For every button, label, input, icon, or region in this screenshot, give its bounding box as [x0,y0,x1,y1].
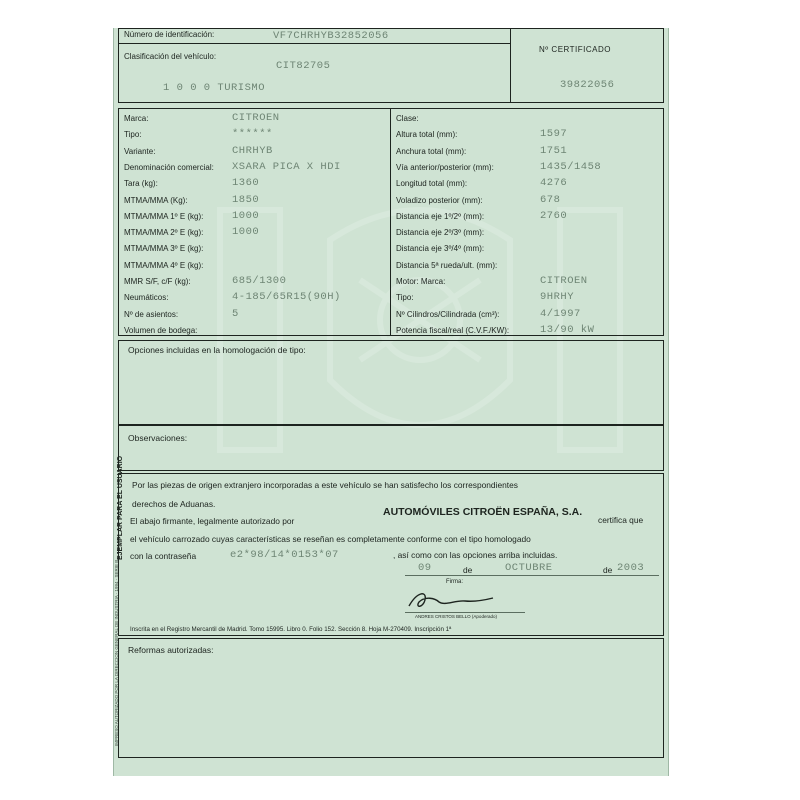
cert-label: Nº CERTIFICADO [539,45,611,54]
left-field-label: Neumáticos: [124,293,169,303]
right-field-label: Vía anterior/posterior (mm): [396,162,494,172]
declaration-line-5a: con la contraseña [130,551,197,561]
left-field-value: 685/1300 [232,275,287,287]
left-field-value: XSARA PICA X HDI [232,160,341,173]
right-field-value: 1597 [540,128,568,141]
left-field-label: MMR S/F, c/F (kg): [124,277,191,286]
right-field-value: 13/90 kW [540,323,595,336]
date-month: OCTUBRE [505,562,553,574]
class-value-1: CIT82705 [276,60,331,72]
date-de-2: de [603,565,613,575]
right-field-value: 9HRHY [540,291,575,304]
side-label: EJEMPLAR PARA EL USUARIO [117,455,124,560]
right-field-label: Distancia eje 2º/3º (mm): [396,228,485,238]
declaration-line-5b: , así como con las opciones arriba incluidas. [393,550,558,560]
id-value: VF7CHRHYB32852056 [273,30,389,42]
observations-label: Observaciones: [128,433,188,443]
left-field-label: Marca: [124,114,149,123]
date-day: 09 [418,562,432,574]
right-field-label: Anchura total (mm): [396,146,467,156]
left-field-label: MTMA/MMA (Kg): [124,195,188,205]
left-field-label: MTMA/MMA 4º E (kg): [124,260,204,270]
declaration-box [118,473,664,636]
left-field-value: CITROEN [232,112,280,124]
left-field-value: 5 [232,307,239,320]
class-value-2: 1 0 0 0 TURISMO [163,82,266,94]
right-field-label: Longitud total (mm): [396,179,468,189]
left-field-label: Variante: [124,146,156,156]
declaration-line-4: el vehículo carrozado cuyas características se reseñan es completamente conforme con el tipo homologado [130,534,531,544]
id-label: Número de identificación: [124,30,215,39]
class-label: Clasificación del vehículo: [124,52,217,61]
right-field-value: 4276 [540,177,568,190]
left-field-value: CHRHYB [232,144,273,157]
right-field-label: Altura total (mm): [396,130,458,140]
right-field-label: Potencia fiscal/real (C.V.F./KW): [396,325,510,335]
left-field-label: Volumen de bodega: [124,325,198,335]
firma-label: Firma: [446,579,463,585]
left-field-label: Tara (kg): [124,179,158,189]
left-field-label: MTMA/MMA 2º E (kg): [124,228,204,238]
side-small-print: IMPRESO AUTORIZADO POR LA DIRECCION GENERAL DE INDUSTRIA · 1994 · SERIE B [114,559,119,746]
reformas-label: Reformas autorizadas: [128,645,214,655]
options-label: Opciones incluidas en la homologación de tipo: [128,345,306,355]
right-field-value: 4/1997 [540,307,581,320]
right-field-label: Motor: Marca: [396,277,446,286]
date-de-1: de [463,565,473,575]
registry-note: Inscrita en el Registro Mercantil de Madrid. Tomo 15995. Libro 0. Folio 152. Sección 8. Hoja M-270409. Inscripción 1ª [130,626,452,633]
right-field-value: 2760 [540,209,568,222]
right-field-value: CITROEN [540,275,588,287]
observations-box [118,425,664,471]
left-field-value: 1850 [232,193,260,206]
signer-name: ANDRES CRISTOS BELLO (Apoderado) [415,614,497,619]
right-field-label: Nº Cilindros/Cilindrada (cm³): [396,309,500,319]
date-year: 2003 [617,562,645,574]
right-field-value: 1435/1458 [540,160,602,173]
left-field-value: ****** [232,128,273,141]
left-field-label: Denominación comercial: [124,162,214,172]
reformas-box [118,638,664,758]
declaration-line-1: Por las piezas de origen extranjero incorporadas a este vehículo se han satisfecho los correspondientes [132,480,518,490]
declaration-line-3a: El abajo firmante, legalmente autorizado por [130,516,295,526]
left-field-label: MTMA/MMA 3º E (kg): [124,244,204,254]
left-field-value: 1000 [232,226,260,239]
right-field-label: Distancia eje 1º/2º (mm): [396,211,485,221]
signature [405,588,495,612]
declaration-line-3b: certifica que [598,515,644,525]
left-field-label: Tipo: [124,130,142,140]
cert-value: 39822056 [560,79,615,91]
left-field-value: 1360 [232,177,260,190]
right-field-value: 678 [540,193,561,206]
left-field-value: 1000 [232,209,260,222]
vehicle-data-box [118,108,664,336]
right-field-label: Distancia eje 3º/4º (mm): [396,244,485,254]
contrasena-value: e2*98/14*0153*07 [230,549,339,561]
right-field-label: Tipo: [396,293,414,303]
declaration-line-2: derechos de Aduanas. [132,499,216,509]
right-field-value: 1751 [540,144,568,157]
company-name: AUTOMÓVILES CITROËN ESPAÑA, S.A. [383,506,583,518]
left-field-label: MTMA/MMA 1º E (kg): [124,211,204,221]
right-field-label: Clase: [396,114,419,123]
right-field-label: Distancia 5ª rueda/ult. (mm): [396,260,498,270]
right-field-label: Voladizo posterior (mm): [396,195,483,205]
left-field-value: 4-185/65R15(90H) [232,291,341,304]
left-field-label: Nº de asientos: [124,309,179,319]
